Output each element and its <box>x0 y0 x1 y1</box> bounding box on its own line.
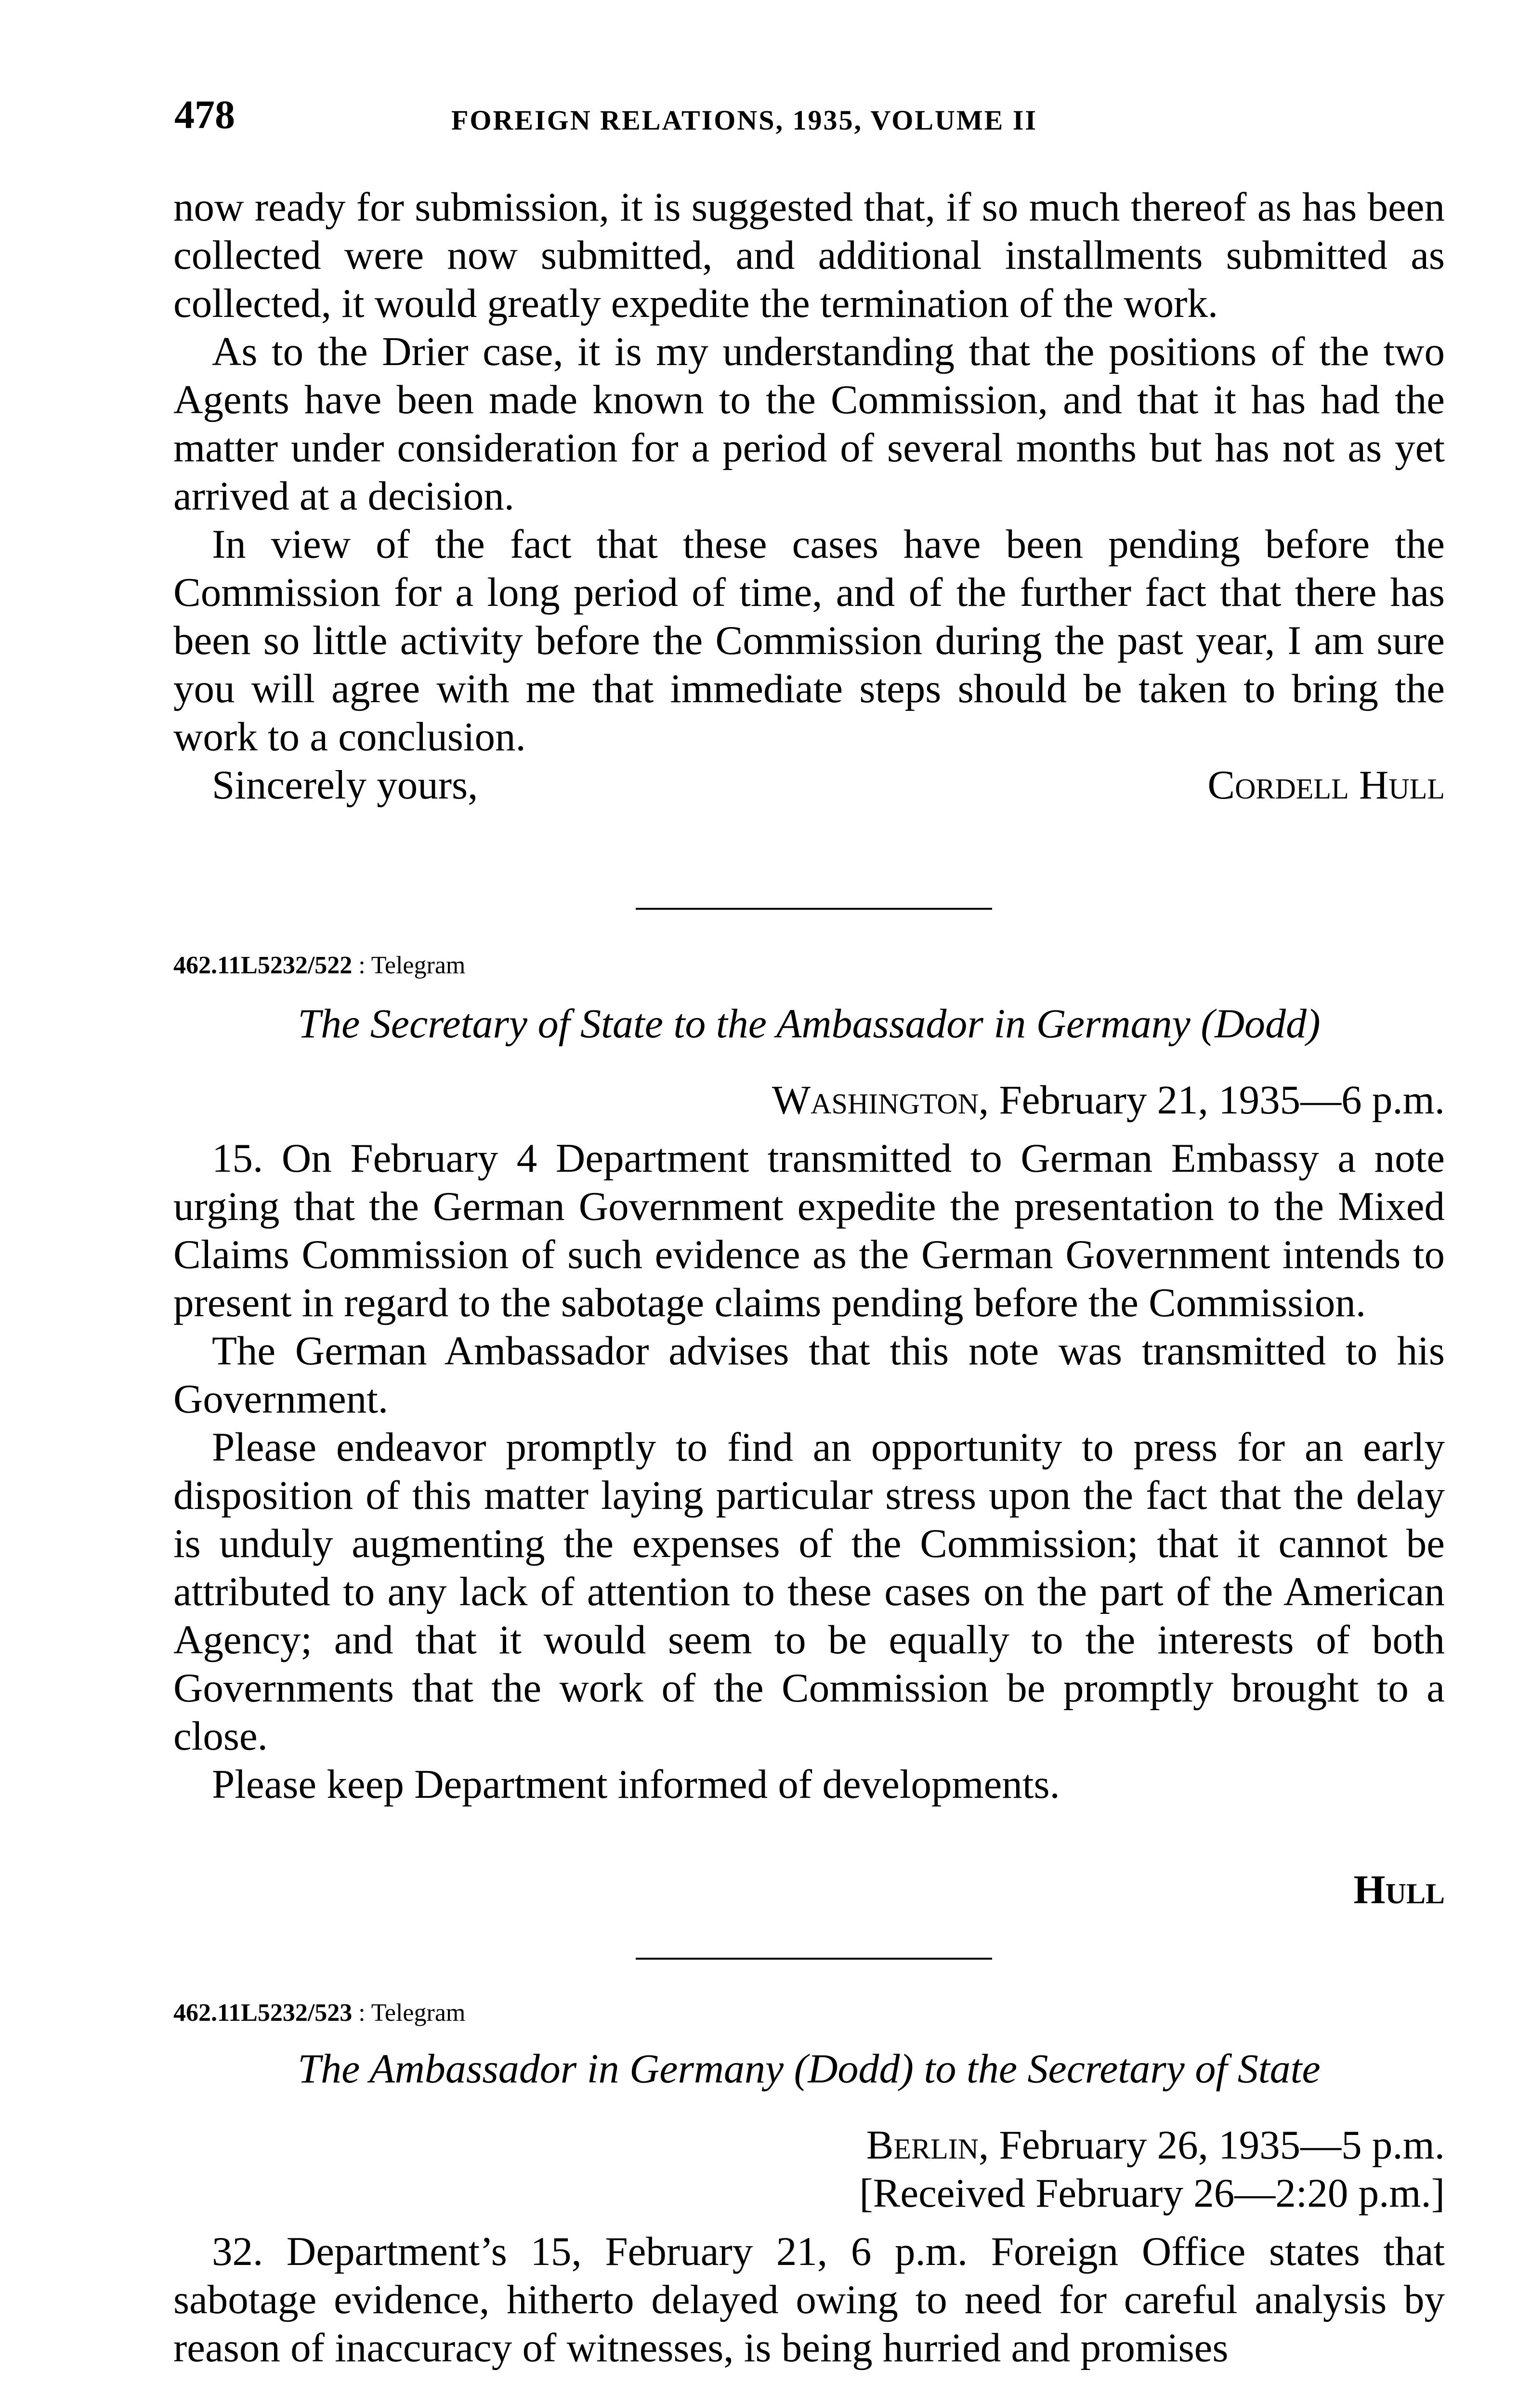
file-number: 462.11L5232/522 <box>173 952 353 979</box>
dateline-date: , February 26, 1935—5 p.m. <box>979 2122 1445 2168</box>
page-header <box>174 92 1446 149</box>
paragraph: Please endeavor promptly to find an opportunity to press for an early disposition of this matter laying particular stress upon the fact that the delay is unduly augmenting the expenses of the Commission; that it cannot be attributed to any lack of attention to these cases on the part of the American Agency; and that it would seem to be equally to the interests of both Governments that the work of the Commission be promptly brought to a close. <box>173 1425 1445 1759</box>
page-number: 478 <box>174 92 235 137</box>
paragraph: The German Ambassador advises that this note was transmitted to his Government. <box>173 1328 1445 1422</box>
section-divider <box>636 908 992 910</box>
received-line: [Received February 26—2:20 p.m.] <box>859 2171 1445 2216</box>
file-reference <box>173 951 465 980</box>
document-caption: The Ambassador in Germany (Dodd) to the Secretary of State <box>298 2045 1321 2092</box>
file-kind: : Telegram <box>358 1999 466 2027</box>
paragraph: now ready for submission, it is suggested that, if so much thereof as has been collected were now submitted, and additional installments submitted as collected, it would greatly expedite the termination of the work. <box>173 184 1445 326</box>
paragraph: Please keep Department informed of developments. <box>212 1762 1060 1807</box>
paragraph: 32. Department’s 15, February 21, 6 p.m. Foreign Office states that sabotage evidence, hitherto delayed owing to need for careful analysis by reason of inaccuracy of witnesses, is being hurried and promises <box>173 2229 1445 2370</box>
paragraph: As to the Drier case, it is my understanding that the positions of the two Agents have been made known to the Commission, and that it has had the matter under consideration for a period of several months but has not as yet arrived at a decision. <box>173 329 1445 519</box>
document-caption: The Secretary of State to the Ambassador in Germany (Dodd) <box>298 1000 1321 1047</box>
dateline-date: , February 21, 1935—6 p.m. <box>979 1077 1445 1123</box>
signature: Cordell Hull <box>1207 762 1445 808</box>
dateline-place: Berlin <box>866 2122 979 2168</box>
dateline <box>866 2121 1445 2169</box>
dateline-place: Washington <box>772 1077 979 1123</box>
file-reference <box>173 1999 465 2027</box>
file-kind: : Telegram <box>358 952 466 979</box>
paragraph: 15. On February 4 Department transmitted to German Embassy a note urging that the German Government expedite the presentation to the Mixed Claims Commission of such evidence as the German Government intends to present in regard to the sabotage claims pending before the Commission. <box>173 1136 1445 1325</box>
signature-block <box>173 761 1445 809</box>
signature: Hull <box>1353 1867 1445 1912</box>
running-head: FOREIGN RELATIONS, 1935, VOLUME II <box>451 105 1037 136</box>
telegram-body <box>173 1134 1445 1808</box>
paragraph: In view of the fact that these cases have been pending before the Commission for a long period of time, and of the further fact that there has been so little activity before the Commission during the past year, I am sure you will agree with me that immediate steps should be taken to bring the work to a conclusion. <box>173 522 1445 759</box>
closing: Sincerely yours, <box>212 762 478 808</box>
file-number: 462.11L5232/523 <box>173 1999 353 2027</box>
section-divider <box>636 1958 992 1960</box>
telegram-body <box>173 2227 1445 2372</box>
dateline <box>772 1076 1445 1124</box>
letter-continuation <box>173 183 1445 809</box>
